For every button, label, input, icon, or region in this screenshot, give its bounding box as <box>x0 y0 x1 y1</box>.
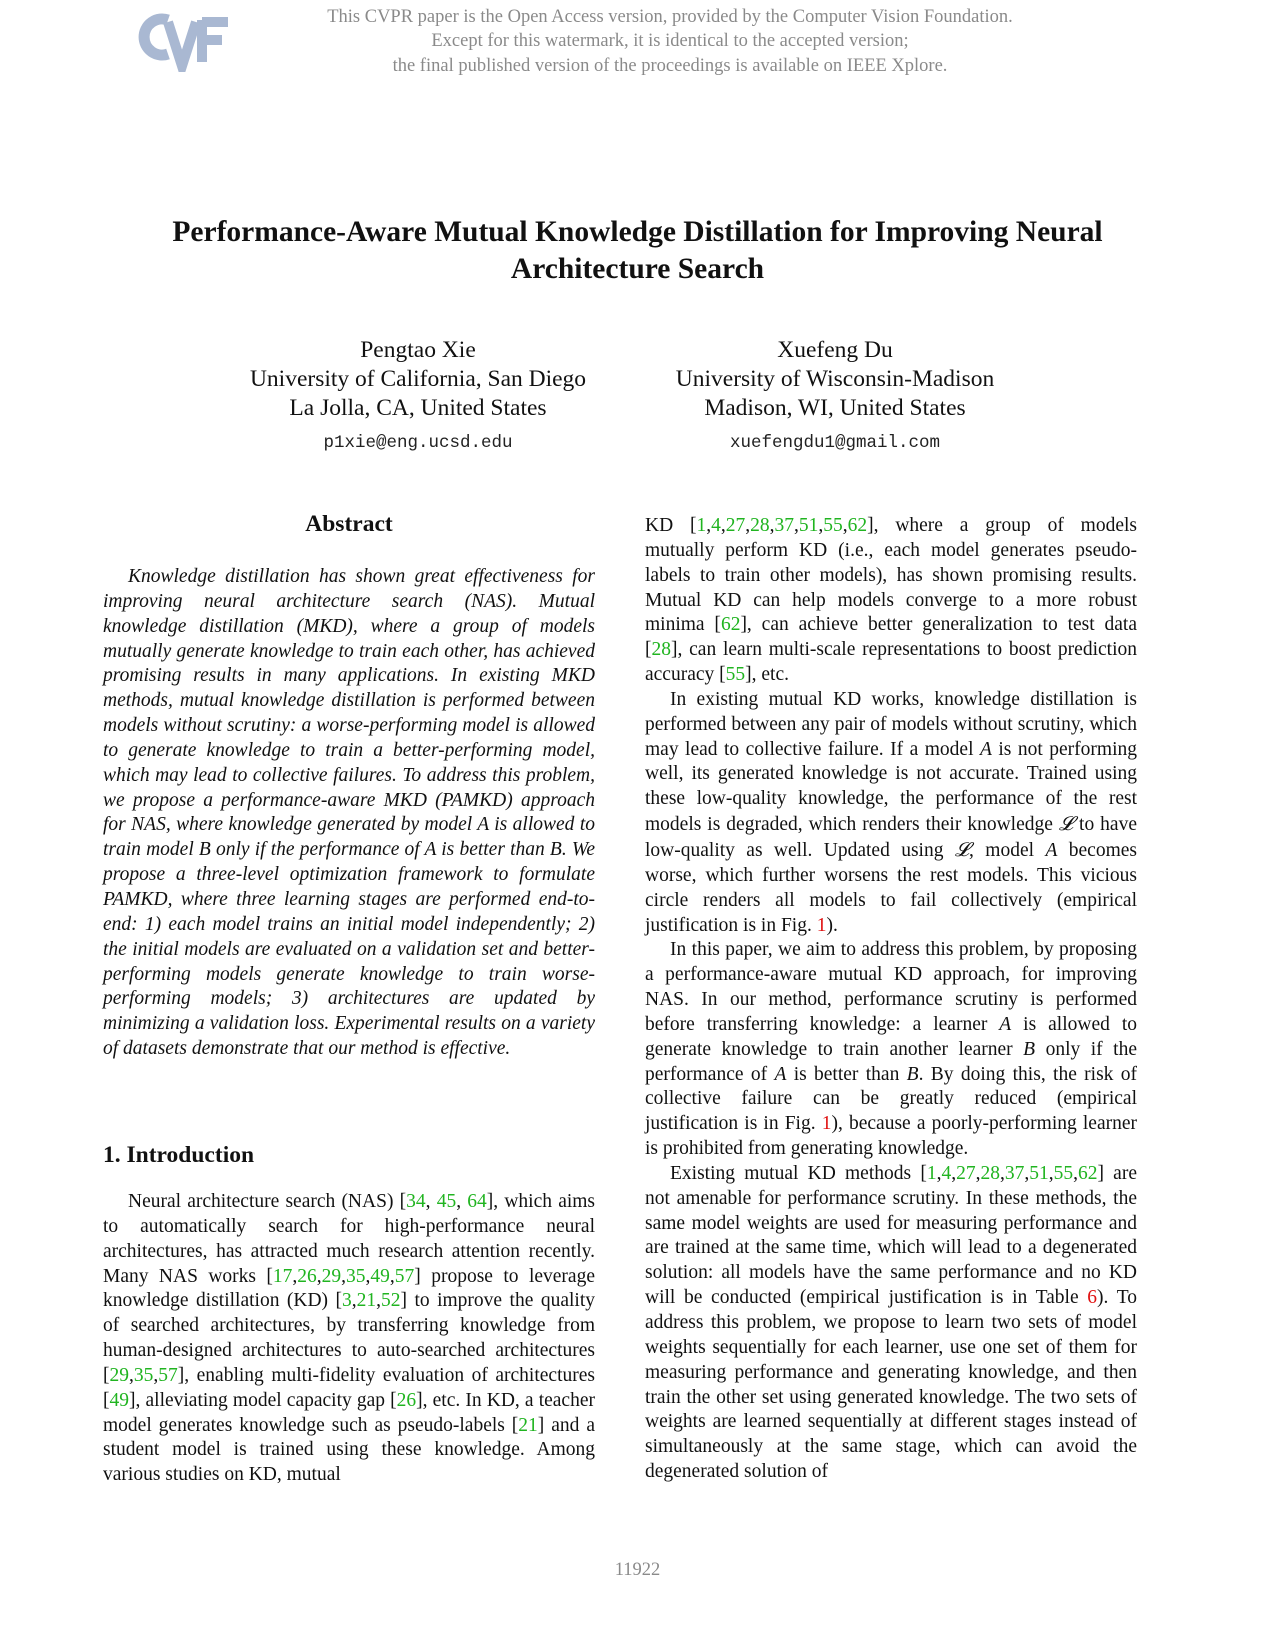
math-symbol: A <box>979 738 992 760</box>
cross-reference-link[interactable]: 6 <box>1087 1287 1098 1309</box>
watermark-line: Except for this watermark, it is identical to the accepted version; <box>431 31 909 52</box>
title-line: Performance-Aware Mutual Knowledge Distillation for Improving Neural <box>172 216 1103 248</box>
citation-link[interactable]: 4 <box>941 1162 952 1184</box>
abstract-heading: Abstract <box>305 511 393 537</box>
math-symbol: B <box>906 1063 919 1085</box>
watermark-line: This CVPR paper is the Open Access version, provided by the Computer Vision Foundation. <box>327 7 1013 27</box>
author-block <box>555 336 1115 458</box>
citation-link[interactable]: 49 <box>109 1389 129 1411</box>
intro-paragraph: Neural architecture search (NAS) [34, 45, 64], which aims to automatically search for high-performance neural architectures, has attracted much research attention recently. Many NAS works [17,26,29,35,49,57] propose to leverage knowledge distillation (KD) [3,21,52] to improve the quality of searched architectures, by transferring knowledge from human-designed architectures to auto-searched architectures [29,35,57], enabling multi-fidelity evaluation of architectures [49], alleviating model capacity gap [26], etc. In KD, a teacher model generates knowledge such as pseudo-labels [21] and a student model is trained using these knowledge. Among various studies on KD, mutual <box>103 1191 596 1486</box>
page-number: 11922 <box>614 1560 661 1580</box>
citation-link[interactable]: 4 <box>711 515 721 536</box>
citation-link[interactable]: 51 <box>798 515 819 536</box>
citation-link[interactable]: 29 <box>109 1364 129 1386</box>
math-symbol: A <box>999 1013 1012 1035</box>
cvf-logo-icon <box>138 8 230 72</box>
author-name: Xuefeng Du <box>777 337 893 363</box>
citation-link[interactable]: 34 <box>406 1191 426 1212</box>
citation-link[interactable]: 55 <box>725 664 746 686</box>
citation-link[interactable]: 35 <box>346 1265 366 1287</box>
author-location: La Jolla, CA, United States <box>289 395 547 421</box>
citation-link[interactable]: 52 <box>381 1290 401 1312</box>
paragraph: Existing mutual KD methods [1,4,27,28,37,51,55,62] are not amenable for performance scrutiny. In these methods, the same model weights are used for measuring performance and are trained at the same time, which will lead to a degenerated solution: all models have the same performance and no KD will be conducted (empirical justification is in Table 6). To address this problem, we propose to learn two sets of model weights sequentially for each learner, use one set of them for measuring performance and generating knowledge, and then train the other set using generated knowledge. The two sets of weights are learned sequentially at different stages instead of simultaneously at the same stage, which can avoid the degenerated solution of <box>645 1162 1137 1483</box>
author-affiliation: University of California, San Diego <box>249 366 587 392</box>
citation-link[interactable]: 28 <box>750 515 770 536</box>
citation-link[interactable]: 35 <box>133 1364 154 1386</box>
abstract-body <box>103 565 595 1062</box>
math-symbol: A <box>774 1063 787 1085</box>
title-line: Architecture Search <box>510 253 765 285</box>
citation-link[interactable]: 57 <box>158 1364 178 1386</box>
author-name: Pengtao Xie <box>360 337 476 363</box>
introduction-body <box>103 1190 595 1488</box>
citation-link[interactable]: 55 <box>1053 1162 1074 1184</box>
author-email[interactable]: xuefengdu1@gmail.com <box>729 433 941 453</box>
paragraph: In this paper, we aim to address this problem, by proposing a performance-aware mutual KD approach, for improving NAS. In our method, performance scrutiny is performed before transferring knowledge: a learner A is allowed to generate knowledge to train another learner B only if the performance of A is better than B. By doing this, the risk of collective failure can be greatly reduced (empirical justification is in Fig. 1), because a poorly-performing learner is prohibited from generating knowledge. <box>645 939 1138 1160</box>
citation-link[interactable]: 27 <box>725 515 746 536</box>
watermark-line: the final published version of the proceedings is available on IEEE Xplore. <box>392 55 948 76</box>
cross-reference-link[interactable]: 1 <box>816 914 827 936</box>
section-heading-introduction: 1. Introduction <box>103 1142 255 1168</box>
citation-link[interactable]: 55 <box>823 515 843 536</box>
paragraph: In existing mutual KD works, knowledge distillation is performed between any pair of models without scrutiny, which may lead to collective failure. If a model A is not performing well, its generated knowledge is not accurate. Trained using these low-quality knowledge, the performance of the rest models is degraded, which renders their knowledge 𝓛 to have low-quality as well. Updated using 𝓛, model A becomes worse, which further worsens the rest models. This vicious circle renders all models to fail collectively (empirical justification is in Fig. 1). <box>645 688 1137 936</box>
citation-link[interactable]: 27 <box>956 1162 976 1184</box>
citation-link[interactable]: 62 <box>720 614 741 636</box>
citation-link[interactable]: 51 <box>1029 1162 1049 1184</box>
citation-link[interactable]: 1 <box>926 1162 937 1184</box>
citation-link[interactable]: 28 <box>651 639 671 661</box>
paper-title <box>100 214 1175 288</box>
paragraph: KD [1,4,27,28,37,51,55,62], where a group of models mutually perform KD (i.e., each model generates pseudo-labels to train other models), has shown promising results. Mutual KD can help models converge to a more robust minima [62], can achieve better generalization to test data [28], can learn multi-scale representations to boost prediction accuracy [55], etc. <box>645 515 1137 686</box>
math-symbol: 𝓛 <box>954 837 970 861</box>
citation-link[interactable]: 26 <box>297 1265 317 1287</box>
citation-link[interactable]: 62 <box>1077 1162 1098 1184</box>
citation-link[interactable]: 37 <box>774 515 794 536</box>
citation-link[interactable]: 45 <box>436 1191 457 1212</box>
citation-link[interactable]: 17 <box>272 1265 293 1287</box>
citation-link[interactable]: 62 <box>847 515 868 536</box>
citation-link[interactable]: 49 <box>370 1265 390 1287</box>
author-location: Madison, WI, United States <box>704 395 966 421</box>
citation-link[interactable]: 28 <box>980 1162 1000 1184</box>
abstract-text: Knowledge distillation has shown great effectiveness for improving neural architecture search (NAS). Mutual knowledge distillation (MKD), where a group of models mutually generate knowledge to train each other, has achieved promising results in many applications. In existing MKD methods, mutual knowledge distillation is performed between models without scrutiny: a worse-performing model is allowed to generate knowledge to train a better-performing model, which may lead to collective failures. To address this problem, we propose a performance-aware MKD (PAMKD) approach for NAS, where knowledge generated by model A is allowed to train model B only if the performance of A is better than B. We propose a three-level optimization framework to formulate PAMKD, where three learning stages are performed end-to-end: 1) each model trains an initial model independently; 2) the initial models are evaluated on a validation set and better-performing models generate knowledge to train worse-performing models; 3) architectures are updated by minimizing a validation loss. Experimental results on a variety of datasets demonstrate that our method is effective. <box>103 566 595 1060</box>
citation-link[interactable]: 26 <box>396 1389 417 1411</box>
citation-link[interactable]: 1 <box>696 515 707 536</box>
author-affiliation: University of Wisconsin-Madison <box>675 366 995 392</box>
citation-link[interactable]: 29 <box>321 1265 342 1287</box>
cross-reference-link[interactable]: 1 <box>821 1113 832 1135</box>
math-symbol: 𝓛 <box>1058 812 1074 836</box>
citation-link[interactable]: 37 <box>1004 1162 1025 1184</box>
citation-link[interactable]: 64 <box>467 1191 487 1212</box>
author-email[interactable]: p1xie@eng.ucsd.edu <box>323 433 513 453</box>
citation-link[interactable]: 3 <box>342 1290 352 1312</box>
right-column <box>645 514 1137 1485</box>
citation-link[interactable]: 21 <box>518 1414 538 1436</box>
cvf-logo <box>138 8 230 72</box>
math-symbol: B <box>1023 1038 1036 1060</box>
math-symbol: A <box>1045 839 1058 861</box>
citation-link[interactable]: 21 <box>356 1290 377 1312</box>
citation-link[interactable]: 57 <box>394 1265 415 1287</box>
open-access-watermark <box>290 5 1050 78</box>
